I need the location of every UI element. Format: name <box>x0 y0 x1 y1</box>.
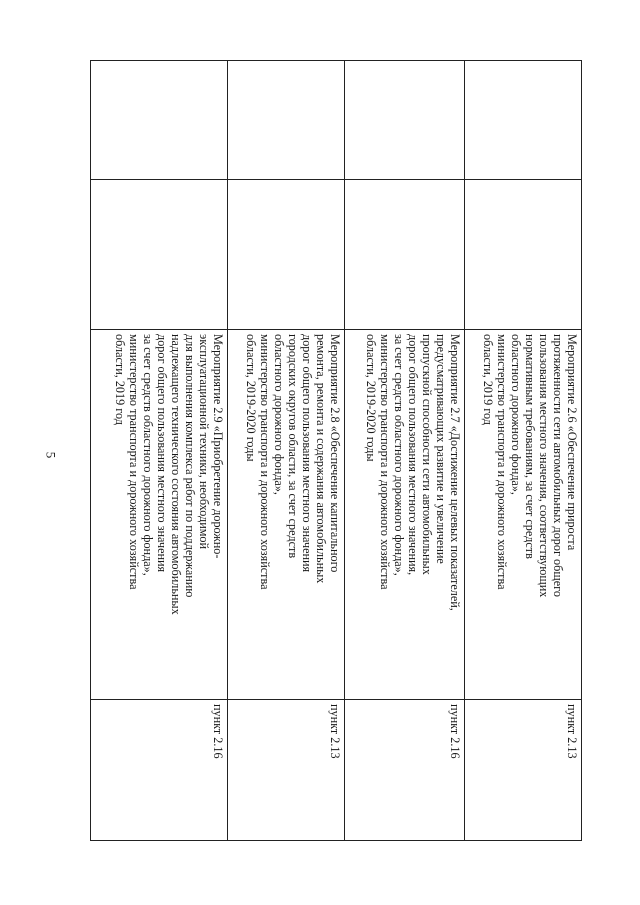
table-row <box>465 61 582 841</box>
empty-cell <box>465 61 582 180</box>
text-line: области, 2019 год <box>481 334 495 425</box>
text-line: пропускной способности сети автомобильных <box>420 334 434 575</box>
empty-cell <box>345 180 465 330</box>
table-row <box>91 61 228 841</box>
text-line: предусматривающих развитие и увеличение <box>434 334 448 564</box>
table-row <box>228 61 345 841</box>
text-line: областного дорожного фонда», <box>509 334 523 495</box>
text-line: Мероприятие 2.8 «Обеспечение капитального <box>328 334 342 573</box>
rotated-table-layer <box>91 60 582 840</box>
text-line: министерство транспорта и дорожного хозяйства <box>495 334 509 590</box>
measure-description-cell <box>91 330 228 700</box>
text-line: министерство транспорта и дорожного хозяйства <box>378 334 392 590</box>
text-line: Мероприятие 2.6 «Обеспечение прироста <box>565 334 579 551</box>
text-line: ремонта, ремонта и содержания автомобильных <box>314 334 328 584</box>
text-line: для выполнения комплекса работ по поддержанию <box>183 334 197 598</box>
text-line: области, 2019 год <box>113 334 127 425</box>
text-line: области, 2019-2020 годы <box>244 334 258 462</box>
text-line: дорог общего пользования местного значения, <box>406 334 420 576</box>
text-line: протяженности сети автомобильных дорог общего <box>551 334 565 597</box>
point-reference-cell: пункт 2.13 <box>228 700 345 841</box>
text-line: Мероприятие 2.7 «Достижение целевых показателей, <box>448 334 462 611</box>
text-line: министерство транспорта и дорожного хозяйства <box>258 334 272 590</box>
text-line: дорог общего пользования местного значения <box>300 334 314 573</box>
measure-description-cell <box>345 330 465 700</box>
empty-cell <box>465 180 582 330</box>
empty-cell <box>345 61 465 180</box>
text-line: надлежащего технического состояния автомобильных <box>169 334 183 615</box>
text-line: за счет средств областного дорожного фонда», <box>141 334 155 576</box>
empty-cell <box>228 180 345 330</box>
point-reference-cell: пункт 2.16 <box>345 700 465 841</box>
empty-cell <box>91 180 228 330</box>
empty-cell <box>91 61 228 180</box>
point-reference-cell: пункт 2.13 <box>465 700 582 841</box>
point-reference-cell: пункт 2.16 <box>91 700 228 841</box>
text-line: за счет средств областного дорожного фонда», <box>392 334 406 576</box>
text-line: пользования местного значения, соответствующих <box>537 334 551 598</box>
text-line: министерство транспорта и дорожного хозяйства <box>127 334 141 590</box>
document-table-container <box>91 60 582 840</box>
measures-table <box>90 60 582 841</box>
empty-cell <box>228 61 345 180</box>
measure-description-cell <box>465 330 582 700</box>
table-row <box>345 61 465 841</box>
page-number: 5 <box>43 451 59 459</box>
text-line: городских округов области, за счет средств <box>286 334 300 559</box>
measure-description-cell <box>228 330 345 700</box>
text-line: эксплуатационной техники, необходимой <box>197 334 211 550</box>
text-line: областного дорожного фонда», <box>272 334 286 495</box>
text-line: Мероприятие 2.9 «Приобретение дорожно- <box>211 334 225 559</box>
text-line: дорог общего пользования местного значения <box>155 334 169 573</box>
text-line: области, 2019-2020 годы <box>364 334 378 462</box>
text-line: нормативным требованиям, за счет средств <box>523 334 537 559</box>
